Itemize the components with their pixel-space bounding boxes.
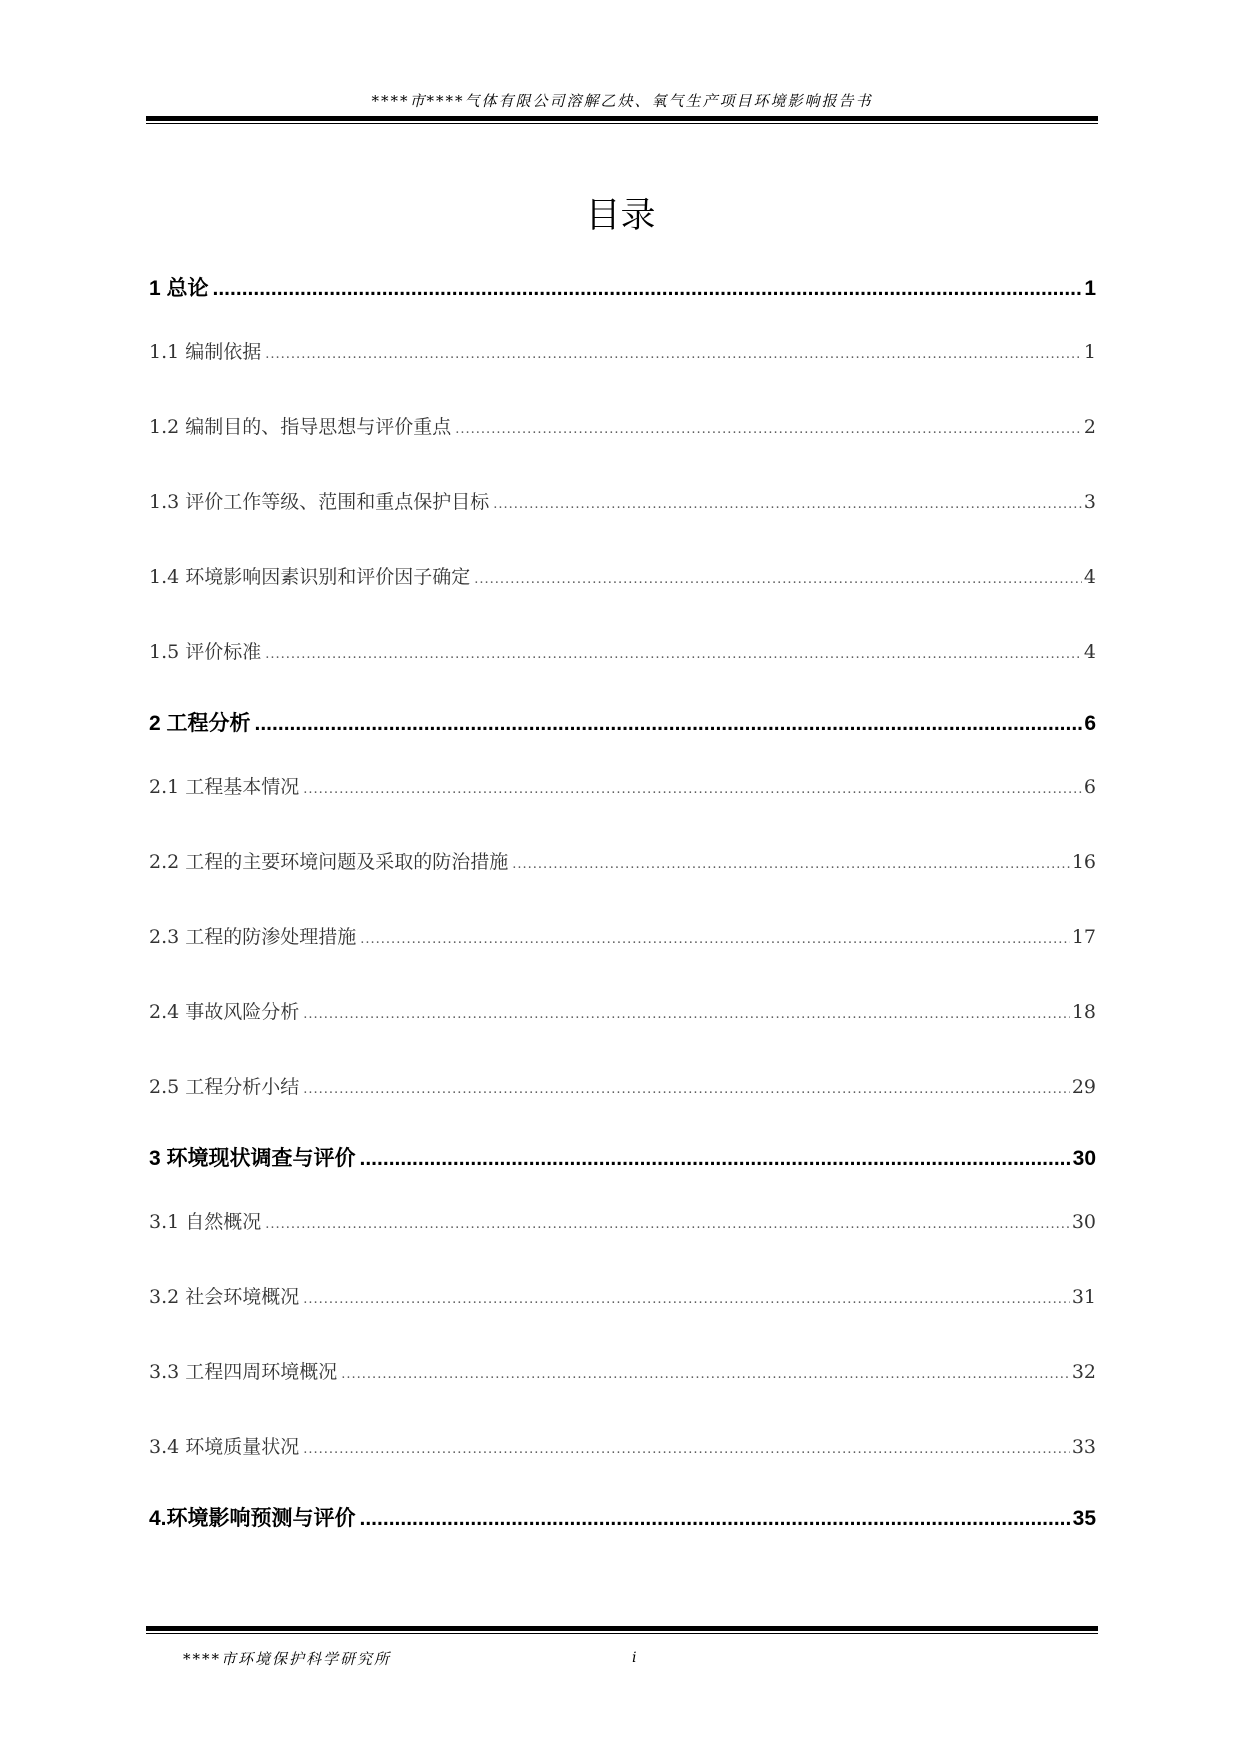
toc-section-entry[interactable]	[149, 750, 1096, 825]
footer-rule-thin	[146, 1633, 1098, 1634]
toc-entry-title: 2.1 工程基本情况	[149, 776, 300, 798]
toc-section-entry[interactable]	[149, 1050, 1096, 1125]
toc-entry-title: 2.4 事故风险分析	[149, 1001, 300, 1023]
toc-entry-page: 2	[1083, 416, 1096, 438]
toc-dot-leader	[265, 617, 1082, 692]
toc-entry-page: 6	[1084, 712, 1096, 735]
toc-entry-title: 1.2 编制目的、指导思想与评价重点	[149, 416, 452, 438]
toc-entry-page: 1	[1084, 277, 1096, 300]
toc-dot-leader	[512, 827, 1070, 902]
toc-dot-leader	[303, 1262, 1070, 1337]
toc-entry-title: 1 总论	[149, 277, 209, 300]
toc-entry-title: 4.环境影响预测与评价	[149, 1507, 356, 1530]
toc-entry-title: 2.3 工程的防渗处理措施	[149, 926, 357, 948]
toc-dot-leader	[360, 1502, 1071, 1535]
toc-dot-leader	[341, 1337, 1070, 1412]
toc-entry-page: 29	[1071, 1076, 1096, 1098]
toc-entry-title: 3.1 自然概况	[149, 1211, 262, 1233]
toc-entry-title: 2.2 工程的主要环境问题及采取的防治措施	[149, 851, 509, 873]
toc-entry-page: 18	[1071, 1001, 1096, 1023]
toc-entry-title: 1.1 编制依据	[149, 341, 262, 363]
footer-organization: ****市环境保护科学研究所	[183, 1650, 392, 1668]
toc-chapter-entry[interactable]	[149, 1502, 1096, 1535]
toc-entry-page: 30	[1072, 1147, 1096, 1170]
header-rule	[146, 116, 1098, 121]
toc-dot-leader	[474, 542, 1082, 617]
toc-dot-leader	[360, 902, 1070, 977]
toc-dot-leader	[493, 467, 1082, 542]
toc-chapter-entry[interactable]	[149, 272, 1096, 305]
toc-entry-title: 1.4 环境影响因素识别和评价因子确定	[149, 566, 471, 588]
toc-entry-page: 30	[1071, 1211, 1096, 1233]
toc-dot-leader	[303, 977, 1070, 1052]
toc-entry-title: 2.5 工程分析小结	[149, 1076, 300, 1098]
toc-section-entry[interactable]	[149, 390, 1096, 465]
toc-entry-title: 2 工程分析	[149, 712, 251, 735]
toc-dot-leader	[265, 1187, 1070, 1262]
toc-entry-title: 3 环境现状调查与评价	[149, 1147, 356, 1170]
toc-section-entry[interactable]	[149, 315, 1096, 390]
toc-section-entry[interactable]	[149, 540, 1096, 615]
toc-section-entry[interactable]	[149, 825, 1096, 900]
toc-entry-title: 3.2 社会环境概况	[149, 1286, 300, 1308]
toc-section-entry[interactable]	[149, 615, 1096, 690]
toc-dot-leader	[303, 752, 1082, 827]
footer-rule	[146, 1626, 1098, 1631]
toc-entry-page: 1	[1083, 341, 1096, 363]
toc-chapter-entry[interactable]	[149, 707, 1096, 740]
toc-section-entry[interactable]	[149, 1335, 1096, 1410]
toc-dot-leader	[360, 1142, 1071, 1175]
toc-section-entry[interactable]	[149, 900, 1096, 975]
toc-entry-title: 1.3 评价工作等级、范围和重点保护目标	[149, 491, 490, 513]
toc-entry-page: 33	[1071, 1436, 1096, 1458]
page-footer	[146, 1626, 1098, 1686]
toc-entry-page: 6	[1083, 776, 1096, 798]
toc-entry-page: 17	[1071, 926, 1096, 948]
toc-entry-page: 4	[1083, 641, 1096, 663]
toc-dot-leader	[213, 272, 1083, 305]
header-title: ****市****气体有限公司溶解乙炔、氧气生产项目环境影响报告书	[371, 92, 873, 110]
toc-dot-leader	[303, 1412, 1070, 1487]
page-header	[146, 84, 1098, 122]
toc-entry-page: 3	[1083, 491, 1096, 513]
toc-dot-leader	[455, 392, 1082, 467]
toc-dot-leader	[303, 1052, 1070, 1127]
toc-dot-leader	[255, 707, 1083, 740]
header-rule-thin	[146, 123, 1098, 124]
toc-section-entry[interactable]	[149, 1410, 1096, 1485]
toc-entry-page: 32	[1071, 1361, 1096, 1383]
toc-entry-title: 3.3 工程四周环境概况	[149, 1361, 338, 1383]
toc-chapter-entry[interactable]	[149, 1142, 1096, 1175]
toc-section-entry[interactable]	[149, 975, 1096, 1050]
toc-entry-title: 1.5 评价标准	[149, 641, 262, 663]
toc-entry-page: 31	[1071, 1286, 1096, 1308]
toc-section-entry[interactable]	[149, 1185, 1096, 1260]
toc-title: 目录	[585, 196, 656, 236]
toc-dot-leader	[265, 317, 1082, 392]
toc-section-entry[interactable]	[149, 465, 1096, 540]
toc-entry-page: 4	[1083, 566, 1096, 588]
toc-entry-page: 35	[1072, 1507, 1096, 1530]
toc-entry-page: 16	[1071, 851, 1096, 873]
toc-section-entry[interactable]	[149, 1260, 1096, 1335]
table-of-contents	[149, 272, 1096, 1545]
footer-page-number: i	[632, 1650, 637, 1666]
toc-entry-title: 3.4 环境质量状况	[149, 1436, 300, 1458]
